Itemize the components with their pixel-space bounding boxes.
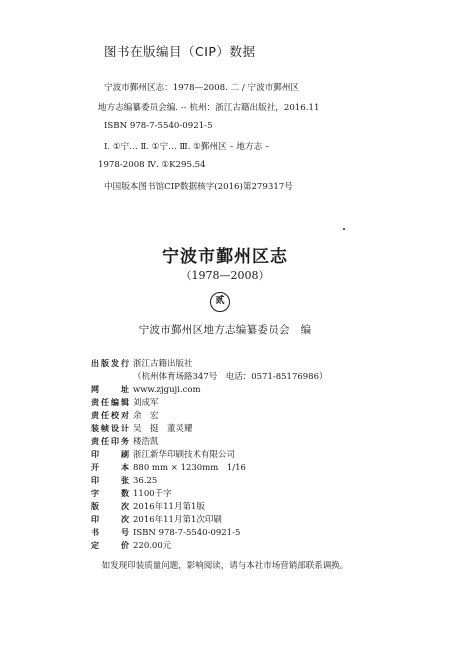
editor-line: 宁波市鄞州区地方志编纂委员会 编 — [138, 324, 312, 336]
cip-line: 地方志编纂委员会编. -- 杭州：浙江古籍出版社，2016.11 — [98, 103, 320, 113]
print-speck — [343, 228, 345, 230]
cip-line: 宁波市鄞州区志：1978—2008. 二 / 宁波市鄞州区 — [104, 83, 300, 93]
pub-value: 880 mm × 1230mm 1/16 — [133, 463, 246, 473]
cip-line: Ⅰ. ①宁… Ⅱ. ①宁… Ⅲ. ①鄞州区 – 地方志 – — [104, 142, 270, 152]
pub-label: 网 址 — [91, 385, 129, 394]
pub-label: 书 号 — [91, 528, 129, 537]
book-subtitle: （1978—2008） — [180, 269, 270, 282]
pub-label: 印 张 — [91, 476, 129, 485]
pub-label: 责任校对 — [91, 411, 129, 420]
pub-label: 责任印务 — [91, 437, 129, 446]
cip-line: 中国版本图书馆CIP数据核字(2016)第279317号 — [104, 182, 293, 192]
pub-value: ISBN 978-7-5540-0921-5 — [133, 528, 241, 538]
pub-value: 楼浩凯 — [133, 437, 159, 447]
pub-label: 定 价 — [91, 541, 129, 550]
pub-label: 印 次 — [91, 515, 129, 524]
pub-label: 印 刷 — [91, 450, 129, 459]
pub-label: 版 次 — [91, 502, 129, 511]
cip-heading: 图书在版编目（CIP）数据 — [104, 44, 256, 59]
volume-seal: 贰 — [210, 292, 230, 312]
pub-label: 字 数 — [91, 489, 129, 498]
pub-label: 装帧设计 — [91, 424, 129, 433]
pub-value: 2016年11月第1版 — [133, 502, 205, 512]
pub-value: 刘成军 — [133, 398, 159, 408]
pub-value: 浙江古籍出版社 — [133, 359, 193, 369]
pub-value: 1100千字 — [133, 489, 172, 499]
book-title: 宁波市鄞州区志 — [162, 247, 288, 267]
pub-label: 责任编辑 — [91, 398, 129, 407]
pub-label: 出版发行 — [91, 359, 129, 368]
pub-value: （杭州体育场路347号 电话：0571-85176986） — [133, 372, 328, 382]
quality-notice: 如发现印装质量问题，影响阅读，请与本社市场营销部联系调换。 — [101, 561, 349, 571]
pub-label: 开 本 — [91, 463, 129, 472]
pub-value: 余 宏 — [133, 411, 159, 421]
pub-value: 220.00元 — [133, 541, 172, 551]
cip-line: ISBN 978-7-5540-0921-5 — [104, 121, 213, 131]
pub-value: 2016年11月第1次印刷 — [133, 515, 222, 525]
pub-value: 36.25 — [133, 476, 158, 486]
cip-line: 1978-2008 Ⅳ. ①K295.54 — [98, 160, 206, 170]
pub-value: 吴 挺 董灵耀 — [133, 424, 193, 434]
pub-value: 浙江新华印刷技术有限公司 — [133, 450, 236, 460]
pub-value: www.zjguji.com — [133, 385, 201, 395]
